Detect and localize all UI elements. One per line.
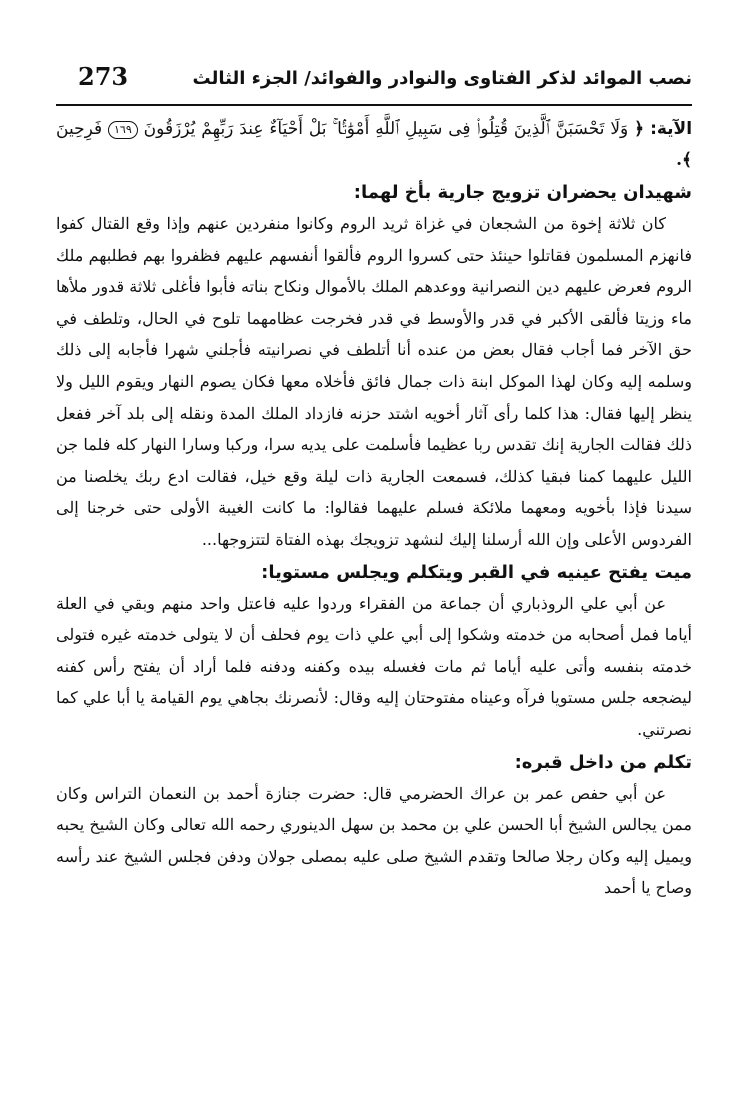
page-number: 273	[78, 62, 129, 91]
section-spoke-from-grave	[56, 748, 692, 904]
section-martyrs-wedding	[56, 178, 692, 556]
section-heading: تكلم من داخل قبره:	[514, 751, 692, 773]
section-heading: ميت يفتح عينيه في القبر ويتكلم ويجلس مستويا:	[261, 561, 692, 583]
verse-continuation: فَرِحِينَ	[56, 119, 103, 139]
section-paragraph: عن أبي علي الروذباري أن جماعة من الفقراء وردوا عليه فاعتل واحد منهم وبقي في العلة أياما فمل أصحابه من خدمته وشكوا إلى أبي علي ذات يوم فحلف أن لا يتولى خدمته غيره فتولى خدمته بنفسه وأتى عليه أياما ثم مات فغسله بيده وكفنه ودفنه فلما أراد أن يفتح رأس كفنه ليضجعه جلس مستويا فرآه وعيناه مفتوحتان إليه وقال: لأنصرنك بجاهي يوم القيامة يا أبا علي كما نصرتني.	[56, 593, 692, 739]
verse-open-bracket: ﴿	[634, 119, 645, 139]
section-dead-opens-eyes	[56, 558, 692, 746]
page-header	[56, 58, 692, 106]
running-title: نصب الموائد لذكر الفتاوى والنوادر والفوائد/ الجزء الثالث	[192, 68, 692, 89]
section-heading: شهيدان يحضران تزويج جارية بأخ لهما:	[353, 182, 692, 203]
page-content	[56, 106, 692, 904]
verse-label: الآية:	[650, 119, 693, 139]
ayah-number-marker: ١٦٩	[108, 121, 138, 139]
verse-close-bracket: ﴾.	[676, 150, 692, 170]
quran-verse	[56, 114, 692, 176]
section-paragraph: عن أبي حفص عمر بن عراك الحضرمي قال: حضرت جنازة أحمد بن النعمان التراس وكان ممن يجالس الشيخ أبا الحسن علي بن محمد بن سهل الدينوري رحمه الله تعالى وكان الشيخ يحبه ويميل إليه وكان رجلا صالحا وتقدم الشيخ صلى عليه بمصلى جولان ودفن فجلس الشيخ عند رأسه وصاح يا أحمد	[56, 783, 692, 898]
section-paragraph: كان ثلاثة إخوة من الشجعان في غزاة ثريد الروم وكانوا منفردين عنهم وإذا وقع القتال كفوا فانهزم المسلمون فقاتلوا حينئذ حتى كسروا الروم فألقوا أنفسهم عليهم فظفروا بهم فطلبهم ملك الروم فعرض عليهم دين النصرانية ووعدهم الملك بالأموال ونكاح بناته فأبوا فأغلى ثلاثة قدور ملأها ماء وزيتا فألقى الأكبر في قدر والأوسط في قدر فخرجت عظامهما تلوح في الحال، وتلطف في حق الآخر فما أجاب فقال بعض من عنده أنا أتلطف في نصرانيته فأجلني شهرا فأجابه إلى ذلك وسلمه إليه وكان لهذا الموكل ابنة ذات جمال فائق فأخلاه معها فكان يصوم النهار ويقوم الليل ولا ينظر إليها فقال: هذا كلما رأى آثار أخويه اشتد حزنه فازداد الملك المدة ونقله إلى بلد آخر ففعل ذلك فقالت الجارية إنك تقدس ربا عظيما فأسلمت على يديه سرا، وركبا وسارا النهار كله فلما جن الليل عليهما كمنا فبقيا كذلك، فسمعت الجارية ذات ليلة وقع خيل، فقالت ادع ربك يخلصنا من سيدنا فإذا بأخويه ومعهما ملائكة فسلم عليهما فقالوا: ما كانت الغيبة الأولى حتى خرجنا إلى الفردوس الأعلى وإن الله أرسلنا إليك لنشهد تزويجك بهذه الفتاة لتتزوجها...	[56, 214, 692, 549]
verse-text: وَلَا تَحْسَبَنَّ ٱلَّذِينَ قُتِلُوا۟ فِى سَبِيلِ ٱللَّهِ أَمْوَٰتًۢا ۚ بَلْ أَحْيَآءٌ عِندَ رَبِّهِمْ يُرْزَقُونَ	[143, 119, 629, 139]
